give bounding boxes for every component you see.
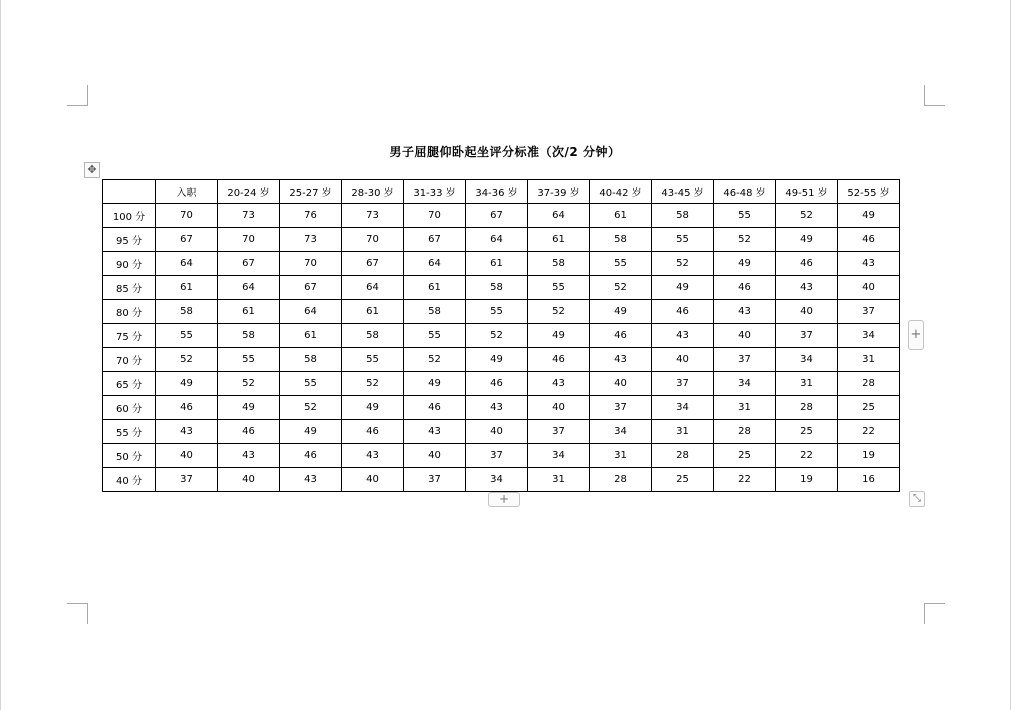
score-label-cell[interactable]: 50 分 <box>103 444 156 468</box>
table-cell[interactable]: 70 <box>280 252 342 276</box>
table-cell[interactable]: 37 <box>404 468 466 492</box>
table-row <box>103 468 900 492</box>
score-label-cell[interactable]: 100 分 <box>103 204 156 228</box>
crop-mark-top-right <box>924 85 945 106</box>
table-cell[interactable]: 58 <box>528 252 590 276</box>
table-cell[interactable]: 76 <box>280 204 342 228</box>
table-row <box>103 444 900 468</box>
table-cell[interactable]: 43 <box>590 348 652 372</box>
table-row <box>103 252 900 276</box>
plus-icon[interactable]: + <box>488 492 520 507</box>
table-cell[interactable]: 37 <box>156 468 218 492</box>
table-cell[interactable]: 46 <box>714 276 776 300</box>
table-cell[interactable]: 37 <box>838 300 900 324</box>
table-row <box>103 348 900 372</box>
table-cell[interactable]: 22 <box>838 420 900 444</box>
table-row <box>103 420 900 444</box>
table-cell[interactable]: 25 <box>652 468 714 492</box>
column-header[interactable]: 37-39 岁 <box>528 180 590 204</box>
table-cell[interactable]: 28 <box>652 444 714 468</box>
column-header[interactable]: 49-51 岁 <box>776 180 838 204</box>
table-cell[interactable]: 58 <box>280 348 342 372</box>
column-header[interactable]: 31-33 岁 <box>404 180 466 204</box>
table-cell[interactable]: 64 <box>404 252 466 276</box>
crop-mark-bottom-left <box>67 603 88 624</box>
column-header[interactable]: 43-45 岁 <box>652 180 714 204</box>
table-cell[interactable]: 49 <box>590 300 652 324</box>
table-cell[interactable]: 34 <box>838 324 900 348</box>
table-cell[interactable]: 52 <box>776 204 838 228</box>
table-cell[interactable]: 31 <box>590 444 652 468</box>
table-cell[interactable]: 49 <box>280 420 342 444</box>
table-cell[interactable]: 64 <box>342 276 404 300</box>
table-row <box>103 204 900 228</box>
table-cell[interactable]: 19 <box>776 468 838 492</box>
table-cell[interactable]: 46 <box>404 396 466 420</box>
table-cell[interactable]: 64 <box>466 228 528 252</box>
table-cell[interactable]: 49 <box>714 252 776 276</box>
table-row <box>103 300 900 324</box>
table-cell[interactable]: 46 <box>156 396 218 420</box>
table-cell[interactable]: 28 <box>714 420 776 444</box>
table-cell[interactable]: 34 <box>466 468 528 492</box>
column-header[interactable]: 28-30 岁 <box>342 180 404 204</box>
table-cell[interactable]: 67 <box>218 252 280 276</box>
table-cell[interactable]: 28 <box>590 468 652 492</box>
table-cell[interactable]: 40 <box>156 444 218 468</box>
table-cell[interactable]: 40 <box>528 396 590 420</box>
table-cell[interactable]: 40 <box>466 420 528 444</box>
table-cell[interactable]: 52 <box>156 348 218 372</box>
table-cell[interactable]: 58 <box>466 276 528 300</box>
table-cell[interactable]: 40 <box>776 300 838 324</box>
column-header[interactable]: 入职 <box>156 180 218 204</box>
table-cell[interactable]: 61 <box>404 276 466 300</box>
table-cell[interactable]: 67 <box>156 228 218 252</box>
table-cell[interactable]: 64 <box>218 276 280 300</box>
table-cell[interactable]: 46 <box>280 444 342 468</box>
table-cell[interactable]: 37 <box>652 372 714 396</box>
table-cell[interactable]: 43 <box>838 252 900 276</box>
table-cell[interactable]: 61 <box>342 300 404 324</box>
table-cell[interactable]: 52 <box>404 348 466 372</box>
table-row <box>103 228 900 252</box>
table-cell[interactable]: 34 <box>590 420 652 444</box>
table-cell[interactable]: 34 <box>652 396 714 420</box>
table-cell[interactable]: 64 <box>280 300 342 324</box>
move-icon[interactable]: ✥ <box>84 162 100 178</box>
table-cell[interactable]: 61 <box>280 324 342 348</box>
table-row <box>103 396 900 420</box>
table-cell[interactable]: 55 <box>280 372 342 396</box>
table-row <box>103 276 900 300</box>
score-label-cell[interactable]: 80 分 <box>103 300 156 324</box>
resize-icon[interactable]: ⤡ <box>909 491 925 507</box>
column-header[interactable]: 34-36 岁 <box>466 180 528 204</box>
table-cell[interactable]: 55 <box>342 348 404 372</box>
score-label-cell[interactable]: 85 分 <box>103 276 156 300</box>
table-cell[interactable]: 25 <box>714 444 776 468</box>
table-cell[interactable]: 67 <box>280 276 342 300</box>
score-table <box>102 179 900 492</box>
table-cell[interactable]: 46 <box>838 228 900 252</box>
score-label-cell[interactable]: 70 分 <box>103 348 156 372</box>
table-cell[interactable]: 37 <box>466 444 528 468</box>
table-cell[interactable]: 73 <box>342 204 404 228</box>
plus-icon[interactable]: + <box>908 320 924 350</box>
table-cell[interactable]: 67 <box>342 252 404 276</box>
table-cell[interactable]: 25 <box>776 420 838 444</box>
table-cell[interactable]: 49 <box>404 372 466 396</box>
table-cell[interactable]: 70 <box>404 204 466 228</box>
score-label-cell[interactable]: 65 分 <box>103 372 156 396</box>
table-cell[interactable]: 67 <box>466 204 528 228</box>
table-cell[interactable]: 64 <box>156 252 218 276</box>
table-cell[interactable]: 37 <box>714 348 776 372</box>
table-cell[interactable]: 46 <box>342 420 404 444</box>
table-cell[interactable]: 61 <box>156 276 218 300</box>
score-label-cell[interactable]: 60 分 <box>103 396 156 420</box>
column-header[interactable]: 25-27 岁 <box>280 180 342 204</box>
table-cell[interactable]: 40 <box>404 444 466 468</box>
table-cell[interactable]: 58 <box>156 300 218 324</box>
table-cell[interactable]: 55 <box>218 348 280 372</box>
table-cell[interactable]: 43 <box>714 300 776 324</box>
table-cell[interactable]: 34 <box>528 444 590 468</box>
table-cell[interactable]: 37 <box>590 396 652 420</box>
table-cell[interactable]: 43 <box>404 420 466 444</box>
table-cell[interactable]: 40 <box>838 276 900 300</box>
table-cell[interactable]: 52 <box>466 324 528 348</box>
table-cell[interactable]: 49 <box>776 228 838 252</box>
table-cell[interactable]: 22 <box>776 444 838 468</box>
table-cell[interactable]: 37 <box>528 420 590 444</box>
table-cell[interactable]: 67 <box>404 228 466 252</box>
table-cell[interactable]: 19 <box>838 444 900 468</box>
table-row <box>103 372 900 396</box>
table-cell[interactable]: 46 <box>776 252 838 276</box>
table-cell[interactable]: 31 <box>776 372 838 396</box>
table-cell[interactable]: 28 <box>838 372 900 396</box>
table-cell[interactable]: 46 <box>466 372 528 396</box>
table-cell[interactable]: 46 <box>590 324 652 348</box>
table-cell[interactable]: 55 <box>714 204 776 228</box>
table-cell[interactable]: 31 <box>838 348 900 372</box>
table-cell[interactable]: 40 <box>342 468 404 492</box>
table-cell[interactable]: 31 <box>714 396 776 420</box>
table-cell[interactable]: 52 <box>652 252 714 276</box>
table-cell[interactable]: 55 <box>528 276 590 300</box>
table-cell[interactable]: 25 <box>838 396 900 420</box>
table-cell[interactable]: 34 <box>776 348 838 372</box>
table-cell[interactable]: 40 <box>714 324 776 348</box>
table-cell[interactable]: 43 <box>528 372 590 396</box>
table-cell[interactable]: 43 <box>218 444 280 468</box>
table-cell[interactable]: 43 <box>652 324 714 348</box>
table-cell[interactable]: 58 <box>590 228 652 252</box>
column-header[interactable]: 20-24 岁 <box>218 180 280 204</box>
table-cell[interactable]: 73 <box>218 204 280 228</box>
table-cell[interactable]: 52 <box>280 396 342 420</box>
table-cell[interactable]: 55 <box>590 252 652 276</box>
table-cell[interactable]: 49 <box>838 204 900 228</box>
table-cell[interactable]: 49 <box>342 396 404 420</box>
table-cell[interactable]: 46 <box>652 300 714 324</box>
table-cell[interactable]: 43 <box>466 396 528 420</box>
table-cell[interactable]: 43 <box>156 420 218 444</box>
crop-mark-top-left <box>67 85 88 106</box>
table-cell[interactable]: 49 <box>652 276 714 300</box>
page-edge-left <box>0 0 1 710</box>
table-cell[interactable]: 58 <box>342 324 404 348</box>
column-header[interactable]: 52-55 岁 <box>838 180 900 204</box>
table-cell[interactable]: 40 <box>218 468 280 492</box>
table-cell[interactable]: 58 <box>218 324 280 348</box>
document-title: 男子屈腿仰卧起坐评分标准（次/2 分钟） <box>389 145 621 159</box>
table-cell[interactable]: 40 <box>590 372 652 396</box>
table-cell[interactable]: 70 <box>218 228 280 252</box>
table-cell[interactable]: 52 <box>714 228 776 252</box>
table-cell[interactable]: 61 <box>528 228 590 252</box>
table-cell[interactable]: 34 <box>714 372 776 396</box>
table-cell[interactable]: 55 <box>466 300 528 324</box>
table-cell[interactable]: 58 <box>652 204 714 228</box>
table-cell[interactable]: 58 <box>404 300 466 324</box>
table-cell[interactable]: 55 <box>156 324 218 348</box>
table-cell[interactable]: 61 <box>466 252 528 276</box>
table-cell[interactable]: 52 <box>528 300 590 324</box>
table-cell[interactable]: 70 <box>156 204 218 228</box>
table-cell[interactable]: 40 <box>652 348 714 372</box>
table-cell[interactable]: 16 <box>838 468 900 492</box>
table-cell[interactable]: 22 <box>714 468 776 492</box>
score-label-cell[interactable]: 75 分 <box>103 324 156 348</box>
score-label-cell[interactable]: 95 分 <box>103 228 156 252</box>
table-cell[interactable]: 43 <box>280 468 342 492</box>
table-cell[interactable]: 49 <box>528 324 590 348</box>
table-cell[interactable]: 52 <box>218 372 280 396</box>
table-cell[interactable]: 49 <box>466 348 528 372</box>
table-cell[interactable]: 61 <box>218 300 280 324</box>
table-cell[interactable]: 43 <box>342 444 404 468</box>
table-cell[interactable]: 31 <box>652 420 714 444</box>
table-cell[interactable]: 43 <box>776 276 838 300</box>
column-header[interactable]: 40-42 岁 <box>590 180 652 204</box>
table-cell[interactable]: 70 <box>342 228 404 252</box>
table-cell[interactable]: 52 <box>342 372 404 396</box>
table-cell[interactable]: 37 <box>776 324 838 348</box>
table-cell[interactable]: 55 <box>652 228 714 252</box>
table-cell[interactable]: 55 <box>404 324 466 348</box>
table-cell[interactable]: 28 <box>776 396 838 420</box>
crop-mark-bottom-right <box>924 603 945 624</box>
table-cell[interactable]: 64 <box>528 204 590 228</box>
table-header-row <box>103 180 900 204</box>
table-cell[interactable]: 52 <box>590 276 652 300</box>
table-cell[interactable]: 31 <box>528 468 590 492</box>
table-cell[interactable]: 46 <box>218 420 280 444</box>
score-label-cell[interactable]: 40 分 <box>103 468 156 492</box>
column-header[interactable]: 46-48 岁 <box>714 180 776 204</box>
table-cell[interactable]: 49 <box>218 396 280 420</box>
table-cell[interactable]: 49 <box>156 372 218 396</box>
table-cell[interactable]: 73 <box>280 228 342 252</box>
corner-cell[interactable] <box>103 180 156 204</box>
table-cell[interactable]: 61 <box>590 204 652 228</box>
score-label-cell[interactable]: 55 分 <box>103 420 156 444</box>
score-label-cell[interactable]: 90 分 <box>103 252 156 276</box>
table-row <box>103 324 900 348</box>
table-cell[interactable]: 46 <box>528 348 590 372</box>
